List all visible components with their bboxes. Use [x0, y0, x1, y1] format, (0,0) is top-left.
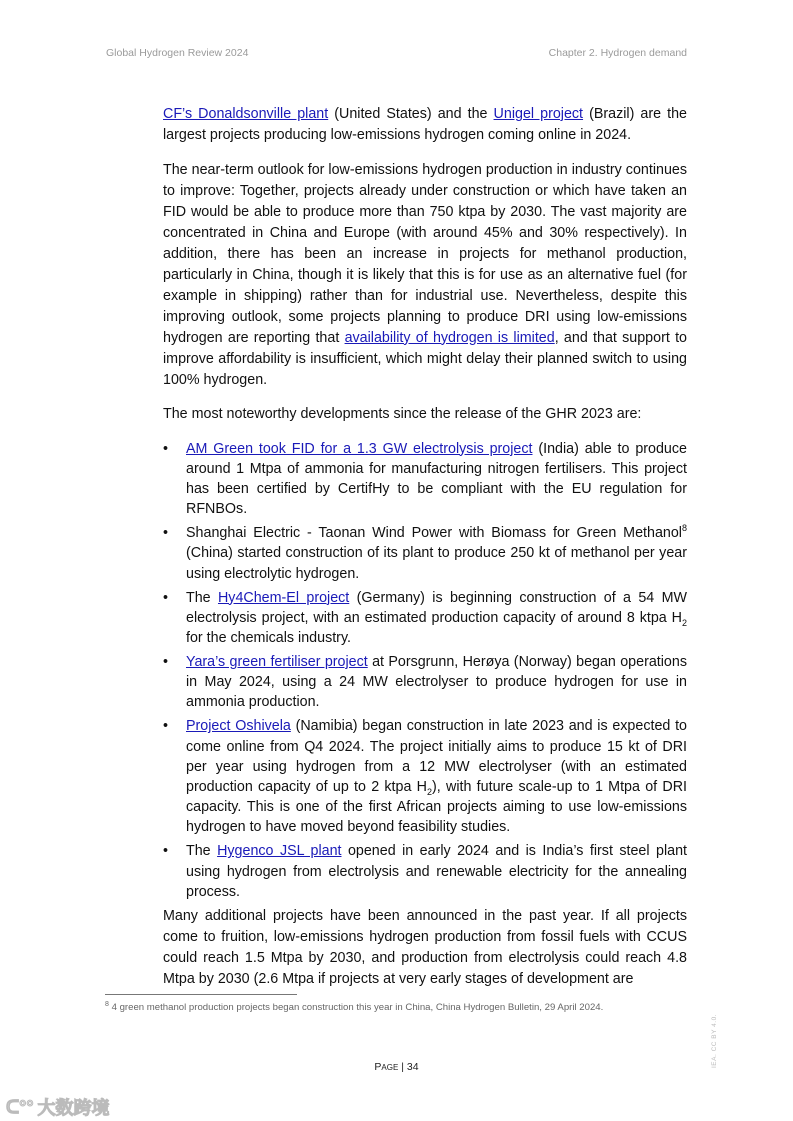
text-segment: ), with future scale-up to 1 Mtpa of DRI capacity. This is one of the first African projects aiming to use low-emissions hydrogen to have moved beyond feasibility studies.	[186, 778, 687, 836]
inline-link[interactable]: AM Green took FID for a 1.3 GW electrolysis project	[186, 440, 533, 457]
subscript: 2	[681, 617, 687, 628]
inline-link[interactable]: Yara’s green fertiliser project	[186, 653, 368, 670]
text-segment: (United States) and the	[328, 106, 494, 122]
header-report-title: Global Hydrogen Review 2024	[106, 47, 249, 59]
inline-link[interactable]: Hy4Chem-El project	[217, 589, 350, 606]
list-item	[163, 841, 687, 902]
inline-link[interactable]: Unigel project	[493, 106, 584, 122]
main-text	[163, 104, 687, 1003]
inline-link[interactable]: availability of hydrogen is limited	[344, 329, 555, 346]
text-segment: at Porsgrunn, Herøya (Norway) began operations in May 2024, using a 24 MW electrolyser to produce hydrogen for use in ammonia production.	[186, 653, 687, 711]
text-segment: (Namibia) began construction in late 2023 and is expected to come online from Q4 2024. The project initially aims to produce 15 kt of DRI per year using hydrogen from a 12 MW electrolyser (with an estimated production capacity of up to 2 ktpa H	[186, 718, 687, 795]
footnote-ref[interactable]: 8	[681, 523, 687, 534]
list-item	[163, 652, 687, 713]
paragraphs	[163, 104, 687, 425]
footnote	[105, 1002, 603, 1013]
watermark-text: 大数跨境	[37, 1098, 110, 1118]
page-separator: |	[398, 1061, 407, 1073]
license-text: IEA. CC BY 4.0.	[711, 1014, 718, 1068]
footnote-number: 8	[105, 1000, 109, 1008]
page-number	[0, 1061, 793, 1073]
text-segment: (India) able to produce around 1 Mtpa of ammonia for manufacturing nitrogen fertilisers. This project has been certified by CertifHy to be compliant with the EU regulation for RFNBOs.	[186, 440, 687, 518]
text-segment: Shanghai Electric - Taonan Wind Power with Biomass for Green Methanol	[186, 525, 682, 542]
text-segment: The	[186, 843, 218, 860]
list-item	[163, 588, 687, 649]
list-item	[163, 716, 687, 837]
text-segment: for the chemicals industry.	[186, 629, 352, 646]
text-segment: (Germany) is beginning construction of a 54 MW electrolysis project, with an estimated production capacity of around 8 ktpa H	[186, 589, 687, 626]
text-segment: opened in early 2024 and is India’s first steel plant using hydrogen from electrolysis and renewable electricity for the annealing process.	[186, 843, 687, 900]
watermark-logo-icon: ᑕ°°	[6, 1096, 34, 1117]
footnote-text: 4 green methanol production projects began construction this year in China, China Hydrogen Bulletin, 29 April 2024.	[108, 1002, 604, 1013]
bullet-icon: •	[163, 525, 169, 542]
text-segment: The	[186, 589, 218, 606]
paragraph	[163, 404, 687, 425]
inline-link[interactable]: Project Oshivela	[186, 718, 291, 735]
bullet-icon: •	[163, 843, 169, 860]
text-segment: (Brazil) are the largest projects producing low-emissions hydrogen coming online in 2024.	[163, 106, 687, 143]
inline-link[interactable]: Hygenco JSL plant	[217, 843, 342, 860]
developments-list	[163, 439, 687, 902]
bullet-icon: •	[163, 653, 169, 670]
paragraph	[163, 160, 687, 391]
text-segment: The near-term outlook for low-emissions hydrogen production in industry continues to improve: Together, projects already under construction or which have taken an FID would be able to produce more than 750 ktpa by 2030. The vast majority are concentrated in China and Europe (with around 45% and 30% respectively). In addition, there has been an increase in projects for methanol production, particularly in China, though it is likely that this is for use as an alternative fuel (for example in shipping) rather than for industrial use. Nevertheless, despite this improving outlook, some projects planning to produce DRI using low-emissions hydrogen are reporting that	[163, 161, 687, 346]
text-segment: (China) started construction of its plant to produce 250 kt of methanol per year using electrolytic hydrogen.	[186, 545, 687, 582]
page-label-rest: AGE	[381, 1063, 399, 1072]
inline-link[interactable]: CF’s Donaldsonville plant	[163, 106, 329, 122]
bullet-icon: •	[163, 440, 169, 457]
text-segment: Many additional projects have been announced in the past year. If all projects come to fruition, low-emissions hydrogen production from fossil fuels with CCUS could reach 1.5 Mtpa by 2030, and production from electrolysis could reach 4.8 Mtpa by 2030 (2.6 Mtpa if projects at very early stages of development are	[163, 907, 687, 987]
subscript: 2	[427, 786, 433, 797]
list-item	[163, 523, 687, 584]
list-item	[163, 439, 687, 520]
bullet-icon: •	[163, 718, 169, 735]
watermark	[6, 1094, 110, 1120]
footnote-divider	[105, 994, 297, 995]
text-segment: The most noteworthy developments since the release of the GHR 2023 are:	[163, 406, 642, 422]
paragraph-projects-outlook	[163, 906, 687, 990]
page-label: P	[374, 1061, 382, 1073]
paragraph	[163, 104, 687, 146]
header-chapter-title: Chapter 2. Hydrogen demand	[548, 47, 687, 59]
page-number-value: 34	[406, 1061, 419, 1073]
bullet-icon: •	[163, 589, 169, 606]
text-segment: , and that support to improve affordability is insufficient, which might delay their planned switch to using 100% hydrogen.	[163, 329, 687, 388]
